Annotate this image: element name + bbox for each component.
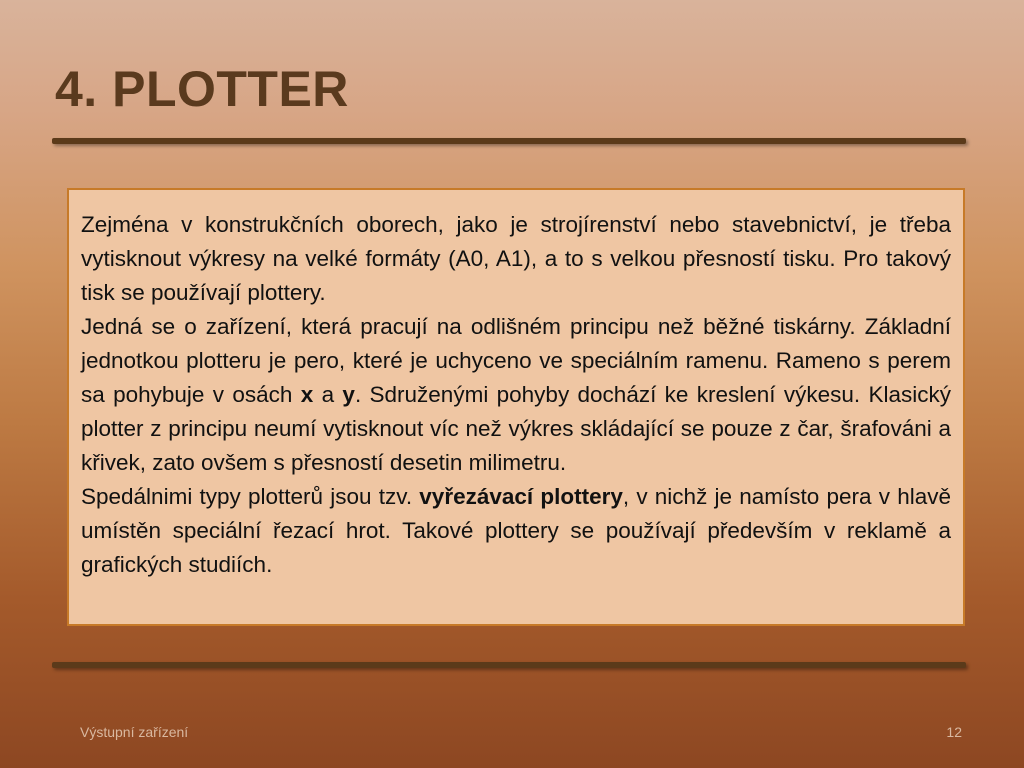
content-text-box xyxy=(67,188,965,626)
bottom-divider-rule xyxy=(52,662,966,668)
axis-y-label: y xyxy=(342,382,355,407)
footer-presentation-title: Výstupní zařízení xyxy=(80,724,189,740)
slide-number: 12 xyxy=(946,724,962,740)
paragraph-3-text-a: Spedálnimi typy plotterů jsou tzv. xyxy=(81,484,420,509)
paragraph-3 xyxy=(81,480,951,582)
slide-title: 4. PLOTTER xyxy=(55,61,349,117)
paragraph-2-text-b: . Sdruženými pohyby dochází ke kreslení výkesu. Klasický plotter z principu neumí vytisknout víc než výkres skládající se pouze z čar, šrafováni a křivek, zato ovšem s přesností desetin milimetru. xyxy=(81,382,951,475)
cutting-plotters-term: vyřezávací plottery xyxy=(419,484,623,509)
paragraph-2-connector: a xyxy=(313,382,343,407)
paragraph-2-text-a: Jedná se o zařízení, která pracují na odlišném principu než běžné tiskárny. Základní jednotkou plotteru je pero, které je uchyceno ve speciálním ramenu. Rameno s perem sa pohybuje v osách xyxy=(81,314,951,407)
axis-x-label: x xyxy=(300,382,314,407)
paragraph-3-text-b: , v nichž je namísto pera v hlavě umístěn speciální řezací hrot. Takové plottery se používají především v reklamě a grafických studiích. xyxy=(81,484,951,577)
title-underline-rule xyxy=(52,138,966,144)
paragraph-2 xyxy=(81,310,951,480)
paragraph-1: Zejména v konstrukčních oborech, jako je strojírenství nebo stavebnictví, je třeba vytisknout výkresy na velké formáty (A0, A1), a to s velkou přesností tisku. Pro takový tisk se používají plottery. xyxy=(81,212,951,305)
